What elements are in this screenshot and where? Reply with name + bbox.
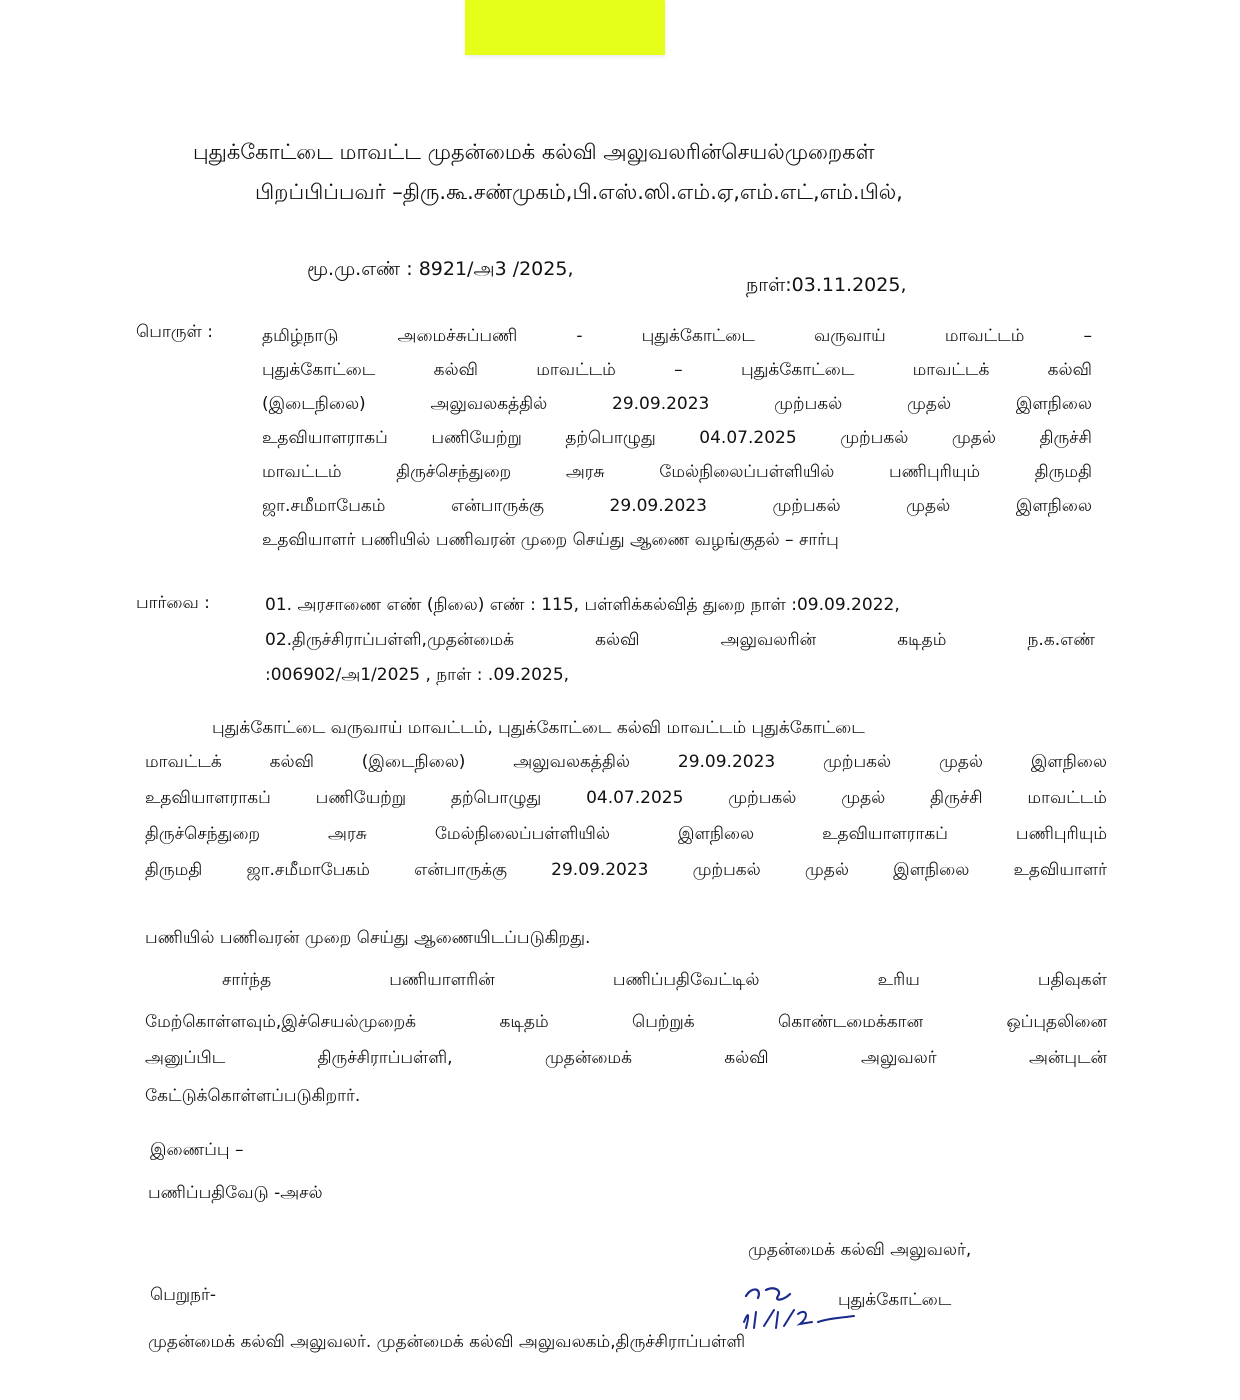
recipient-address: முதன்மைக் கல்வி அலுவலர். முதன்மைக் கல்வி அலுவலகம்,திருச்சிராப்பள்ளி <box>148 1332 746 1352</box>
subject-label: பொருள் : <box>136 322 213 342</box>
paragraph-line: சார்ந்த பணியாளரின் பணிப்பதிவேட்டில் உரிய பதிவுகள் <box>222 970 1107 990</box>
paragraph-line: திருச்செந்துறை அரசு மேல்நிலைப்பள்ளியில் இளநிலை உதவியாளராகப் பணிபுரியும் <box>145 824 1107 844</box>
paragraph-line: பணியில் பணிவரன் முறை செய்து ஆணையிடப்படுகிறது. <box>145 928 591 948</box>
paragraph-line: திருமதி ஜா.சமீமாபேகம் என்பாருக்கு 29.09.2023 முற்பகல் முதல் இளநிலை உதவியாளர் <box>145 860 1107 880</box>
references-label: பார்வை : <box>136 593 210 613</box>
header-line-2: பிறப்பிப்பவர் –திரு.கூ.சண்முகம்,பி.எஸ்.ஸி.எம்.ஏ,எம்.எட்,எம்.பில், <box>255 180 903 204</box>
subject-line: தமிழ்நாடு அமைச்சுப்பணி - புதுக்கோட்டை வருவாய் மாவட்டம் – <box>262 326 1092 346</box>
recipient-label: பெறுநர்- <box>150 1285 217 1305</box>
paragraph-line: உதவியாளராகப் பணியேற்று தற்பொழுது 04.07.2025 முற்பகல் முதல் திருச்சி மாவட்டம் <box>145 788 1107 808</box>
subject-line: மாவட்டம் திருச்செந்துறை அரசு மேல்நிலைப்பள்ளியில் பணிபுரியும் திருமதி <box>262 462 1092 482</box>
enclosure-item: பணிப்பதிவேடு -அசல் <box>148 1183 323 1203</box>
reference-item: 02.திருச்சிராப்பள்ளி,முதன்மைக் கல்வி அலுவலரின் கடிதம் ந.க.எண் <box>265 630 1095 650</box>
subject-line: ஜா.சமீமாபேகம் என்பாருக்கு 29.09.2023 முற்பகல் முதல் இளநிலை <box>262 496 1092 516</box>
subject-line: உதவியாளர் பணியில் பணிவரன் முறை செய்து ஆணை வழங்குதல் – சார்பு <box>262 530 839 550</box>
signatory-place: புதுக்கோட்டை <box>838 1290 952 1310</box>
reference-date: நாள்:03.11.2025, <box>746 274 907 296</box>
subject-line: உதவியாளராகப் பணியேற்று தற்பொழுது 04.07.2025 முற்பகல் முதல் திருச்சி <box>262 428 1092 448</box>
reference-item: 01. அரசாணை எண் (நிலை) எண் : 115, பள்ளிக்கல்வித் துறை நாள் :09.09.2022, <box>265 595 900 615</box>
header-line-1: புதுக்கோட்டை மாவட்ட முதன்மைக் கல்வி அலுவலரின்செயல்முறைகள் <box>193 140 875 164</box>
reference-item: :006902/அ1/2025 , நாள் : .09.2025, <box>265 665 570 685</box>
subject-line: (இடைநிலை) அலுவலகத்தில் 29.09.2023 முற்பகல் முதல் இளநிலை <box>262 394 1092 414</box>
reference-number: மூ.மு.எண் : 8921/அ3 /2025, <box>307 258 574 280</box>
subject-line: புதுக்கோட்டை கல்வி மாவட்டம் – புதுக்கோட்டை மாவட்டக் கல்வி <box>262 360 1092 380</box>
paragraph-line: மேற்கொள்ளவும்,இச்செயல்முறைக் கடிதம் பெற்றுக் கொண்டமைக்கான ஒப்புதலினை <box>145 1012 1107 1032</box>
paragraph-line: மாவட்டக் கல்வி (இடைநிலை) அலுவலகத்தில் 29.09.2023 முற்பகல் முதல் இளநிலை <box>145 752 1107 772</box>
paragraph-line: கேட்டுக்கொள்ளப்படுகிறார். <box>145 1086 361 1106</box>
paragraph-line: அனுப்பிட திருச்சிராப்பள்ளி, முதன்மைக் கல்வி அலுவலர் அன்புடன் <box>145 1048 1107 1068</box>
signatory-title: முதன்மைக் கல்வி அலுவலர், <box>748 1240 972 1260</box>
sticky-note <box>465 0 665 55</box>
paragraph-line: புதுக்கோட்டை வருவாய் மாவட்டம், புதுக்கோட்டை கல்வி மாவட்டம் புதுக்கோட்டை <box>212 718 865 738</box>
enclosure-label: இணைப்பு – <box>150 1140 244 1160</box>
